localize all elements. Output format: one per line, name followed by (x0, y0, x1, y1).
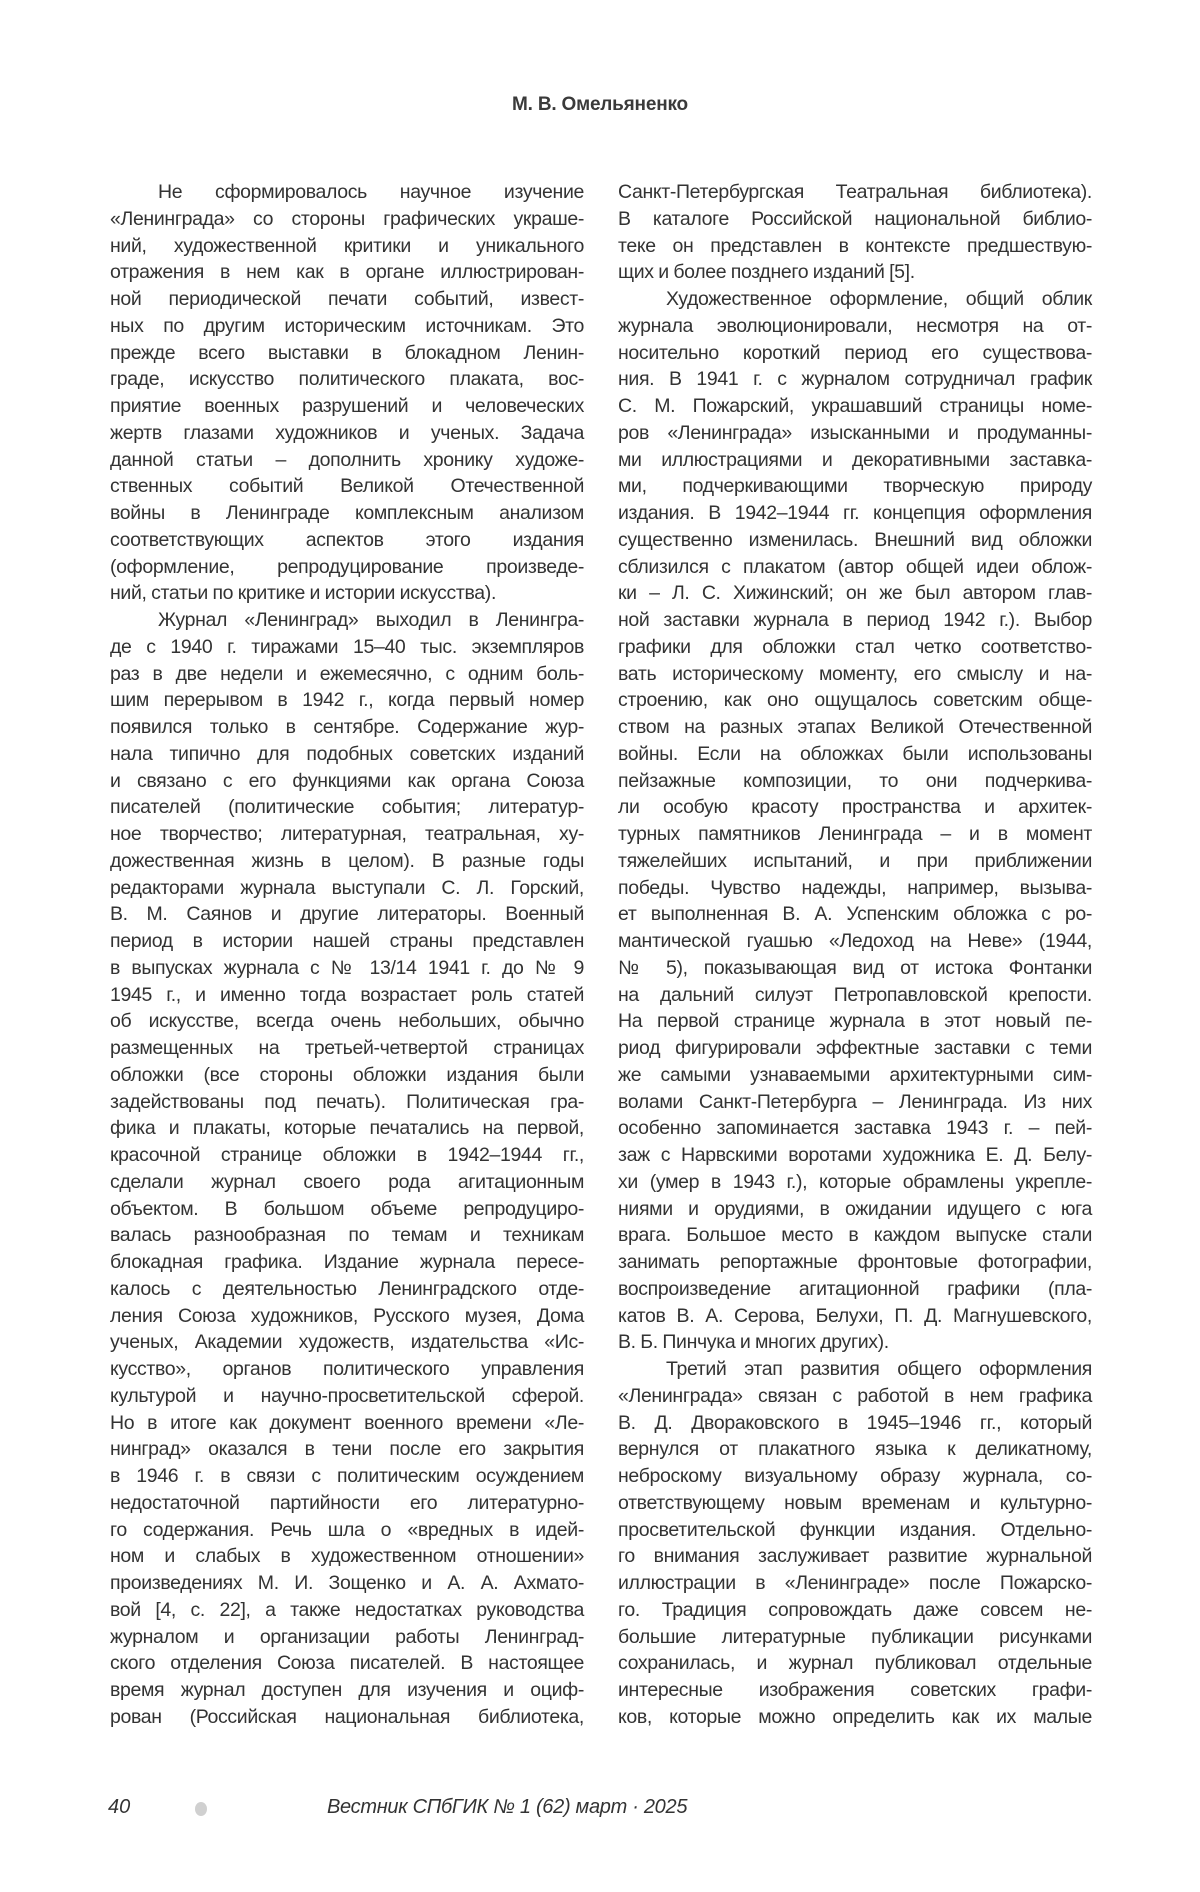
text-line: ний, художественной критики и уникального (110, 234, 584, 257)
text-line: ученых, Академии художеств, издательства «Ис- (110, 1331, 584, 1354)
text-line: ниями и орудиями, в ожидании идущего с юга (618, 1197, 1092, 1220)
text-line: ров «Ленинграда» изысканными и продуманны- (618, 421, 1092, 444)
text-line: Журнал «Ленинград» выходил в Ленингра- (158, 609, 584, 631)
page-number: 40 (108, 1796, 131, 1818)
paragraph (618, 286, 1092, 1356)
text-line: «Ленинграда» со стороны графических украше- (110, 207, 584, 230)
text-line: ных по другим историческим источникам. Это (110, 314, 584, 337)
paragraph (618, 1356, 1092, 1731)
text-line: редакторами журнала выступали С. Л. Горский, (110, 876, 584, 899)
text-line: пейзажные композиции, то они подчеркива- (618, 769, 1092, 792)
text-line: ет выполненная В. А. Успенским обложка с ро- (618, 903, 1092, 926)
text-line: В. М. Саянов и другие литераторы. Военный (110, 903, 584, 926)
text-line: го содержания. Речь шла о «вредных в идей- (110, 1518, 584, 1541)
text-line: писателей (политические события; литератур- (110, 796, 584, 819)
running-head-author: М. В. Омельяненко (512, 94, 688, 115)
text-line: де с 1940 г. тиражами 15–40 тыс. экземпляров (110, 635, 584, 658)
text-line: го. Традиция сопровождать даже совсем не- (618, 1598, 1092, 1621)
text-line: появился только в сентябре. Содержание жур- (110, 716, 584, 738)
text-line: валась разнообразная по темам и техникам (110, 1224, 584, 1247)
text-line: строению, как оно ощущалось советским обще- (618, 689, 1092, 712)
text-line: на дальний силуэт Петропавловской крепости. (618, 983, 1092, 1006)
text-line: блокадная графика. Издание журнала пересе- (110, 1251, 584, 1273)
text-line: риод фигурировали эффектные заставки с теми (618, 1037, 1092, 1059)
paragraph (110, 607, 584, 1731)
text-line: В. Д. Дворaковского в 1945–1946 гг., который (618, 1411, 1092, 1434)
text-line: приятие военных разрушений и человеческих (110, 395, 584, 417)
text-column-left (110, 179, 584, 1731)
text-line: ми иллюстрациями и декоративными заставка- (618, 448, 1092, 471)
text-line: ний, статьи по критике и истории искусства). (110, 582, 497, 605)
text-line: прежде всего выставки в блокадном Ленин- (110, 341, 584, 364)
text-line: «Ленинграда» связан с работой в нем графика (618, 1384, 1092, 1407)
text-line: ответствующему новым временам и культурно- (618, 1491, 1092, 1514)
text-line: интересные изображения советских графи- (618, 1679, 1092, 1701)
text-line: раз в две недели и ежемесячно, с одним боль- (110, 662, 584, 685)
text-line: занимать репортажные фронтовые фотографии, (618, 1251, 1092, 1273)
text-line: хи (умер в 1943 г.), которые обрамлены укрепле- (618, 1170, 1092, 1193)
text-line: В. Б. Пинчука и многих других). (618, 1331, 889, 1354)
text-line: обложки (все стороны обложки издания были (110, 1063, 584, 1086)
text-line: фика и плакаты, которые печатались на первой, (110, 1117, 584, 1140)
text-line: ли особую красоту пространства и архитек- (618, 796, 1092, 819)
text-line: носительно короткий период его существова- (618, 341, 1092, 364)
text-line: вой [4, с. 22], а также недостатках руководства (110, 1598, 584, 1621)
text-line: об искусстве, всегда очень небольших, обычно (110, 1010, 584, 1033)
text-line: вать историческому моменту, его смыслу и на- (618, 662, 1092, 685)
paragraph (110, 179, 584, 607)
text-line: ством на разных этапах Великой Отечественной (618, 716, 1092, 738)
text-line: ной заставки журнала в период 1942 г.). Выбор (618, 609, 1092, 631)
text-line: калось с деятельностью Ленинградского отде- (110, 1277, 584, 1300)
text-line: соответствующих аспектов этого издания (110, 528, 584, 551)
text-line: жертв глазами художников и ученых. Задача (110, 421, 584, 444)
text-line: графики для обложки стал четко соответство- (618, 635, 1092, 658)
text-line: катов В. А. Серова, Белухи, П. Д. Магнушевского, (618, 1304, 1092, 1327)
text-line: просветительской функции издания. Отдельно- (618, 1518, 1092, 1541)
text-line: издания. В 1942–1944 гг. концепция оформления (618, 502, 1092, 524)
text-line: ственных событий Великой Отечественной (110, 475, 584, 498)
text-line: войны в Ленинграде комплексным анализом (110, 502, 584, 524)
text-line: заж с Нарвскими воротами художника Е. Д. Белу- (618, 1144, 1092, 1166)
text-line: иллюстрации в «Ленинграде» после Пожарско- (618, 1572, 1092, 1594)
text-line: особенно запоминается заставка 1943 г. – пей- (618, 1117, 1092, 1140)
text-line: ки – Л. С. Хижинский; он же был автором глав- (618, 582, 1092, 605)
text-line: вернулся от плакатного языка к деликатному, (618, 1438, 1092, 1461)
page-footer (0, 1796, 1200, 1826)
text-line: же самыми узнаваемыми архитектурными сим- (618, 1063, 1092, 1086)
text-line: сблизился с плакатом (автор общей идеи облож- (618, 555, 1092, 578)
text-line: недостаточной партийности его литературно- (110, 1491, 584, 1514)
text-line: в 1946 г. в связи с политическим осуждением (110, 1465, 584, 1487)
text-line: волами Санкт-Петербурга – Ленинграда. Из них (618, 1090, 1092, 1113)
text-line: ского отделения Союза писателей. В настоящее (110, 1652, 584, 1675)
journal-title: Вестник СПбГИК № 1 (62) март · 2025 (327, 1796, 688, 1818)
paragraph (618, 179, 1092, 286)
text-line: шим перерывом в 1942 г., когда первый номер (110, 689, 584, 712)
text-line: сделали журнал своего рода агитационным (110, 1170, 584, 1193)
text-line: отражения в нем как в органе иллюстрирован- (110, 261, 584, 284)
text-line: С. М. Пожарский, украшавший страницы номе- (618, 395, 1092, 417)
text-line: Художественное оформление, общий облик (666, 288, 1092, 310)
text-line: Третий этап развития общего оформления (666, 1358, 1092, 1380)
text-line: воспроизведение агитационной графики (пла- (618, 1277, 1092, 1300)
text-line: тяжелейших испытаний, и при приближении (618, 849, 1092, 872)
text-line: В каталоге Российской национальной библио- (618, 207, 1092, 230)
text-line: ков, которые можно определить как их малые (618, 1705, 1092, 1728)
text-line: мантической гуашью «Ледоход на Неве» (1944, (618, 930, 1092, 952)
text-line: размещенных на третьей-четвертой страницах (110, 1037, 584, 1059)
text-line: Но в итоге как документ военного времени «Ле- (110, 1411, 584, 1434)
text-line: ном и слабых в художественном отношении» (110, 1545, 584, 1568)
text-line: нала типично для подобных советских изданий (110, 742, 584, 765)
text-line: (оформление, репродуцирование произведе- (110, 555, 584, 578)
text-line: кусство», органов политического управления (110, 1358, 584, 1380)
text-line: нинград» оказался в тени после его закрытия (110, 1438, 584, 1461)
text-line: щих и более позднего изданий [5]. (618, 261, 915, 284)
text-line: журнала эволюционировали, несмотря на от- (618, 314, 1092, 337)
text-line: На первой странице журнала в этот новый пе- (618, 1010, 1092, 1033)
text-line: данной статьи – дополнить хронику художе- (110, 448, 584, 471)
text-line: победы. Чувство надежды, например, вызыва- (618, 876, 1092, 899)
text-line: турных памятников Ленинграда – и в момент (618, 823, 1092, 845)
text-line: неброскому визуальному образу журнала, со- (618, 1465, 1092, 1487)
text-line: врага. Большое место в каждом выпуске стали (618, 1224, 1092, 1247)
text-line: задействованы под печать). Политическая гра- (110, 1090, 584, 1113)
text-line: ния. В 1941 г. с журналом сотрудничал график (618, 368, 1092, 391)
text-line: граде, искусство политического плаката, вос- (110, 368, 584, 391)
text-line: большие литературные публикации рисунками (618, 1625, 1092, 1648)
text-line: ления Союза художников, Русского музея, Дома (110, 1304, 584, 1327)
text-line: Санкт-Петербургская Театральная библиотека). (618, 181, 1092, 203)
text-line: ной периодической печати событий, извест- (110, 288, 584, 310)
text-column-right (618, 179, 1092, 1731)
text-line: журналом и организации работы Ленинград- (110, 1625, 584, 1648)
text-line: войны. Если на обложках были использованы (618, 742, 1092, 765)
text-line: ное творчество; литературная, театральная, ху- (110, 823, 584, 845)
text-line: объектом. В большом объеме репродуциро- (110, 1197, 584, 1220)
text-line: существенно изменилась. Внешний вид обложки (618, 528, 1092, 551)
text-line: го внимания заслуживает развитие журнальной (618, 1545, 1092, 1568)
text-line: сохранилась, и журнал публиковал отдельные (618, 1652, 1092, 1675)
text-line: время журнал доступен для изучения и оциф- (110, 1679, 584, 1701)
text-line: дожественная жизнь в целом). В разные годы (110, 849, 584, 872)
text-line: рован (Российская национальная библиотека, (110, 1705, 584, 1728)
text-line: теке он представлен в контексте предшествую- (618, 234, 1092, 257)
text-line: ми, подчеркивающими творческую природу (618, 475, 1092, 498)
text-line: красочной странице обложки в 1942–1944 гг., (110, 1144, 584, 1166)
text-line: и связано с его функциями как органа Союза (110, 769, 584, 792)
text-line: произведениях М. И. Зощенко и А. А. Ахмато- (110, 1572, 584, 1594)
text-line: № 5), показывающая вид от истока Фонтанки (618, 956, 1092, 979)
text-line: Не сформировалось научное изучение (158, 181, 584, 203)
text-line: в выпусках журнала с № 13/14 1941 г. до № 9 (110, 956, 584, 979)
text-line: 1945 г., и именно тогда возрастает роль статей (110, 983, 584, 1006)
text-line: период в истории нашей страны представлен (110, 930, 584, 952)
text-line: культурой и научно-просветительской сферой. (110, 1384, 584, 1407)
footer-dot-icon (195, 1802, 207, 1816)
